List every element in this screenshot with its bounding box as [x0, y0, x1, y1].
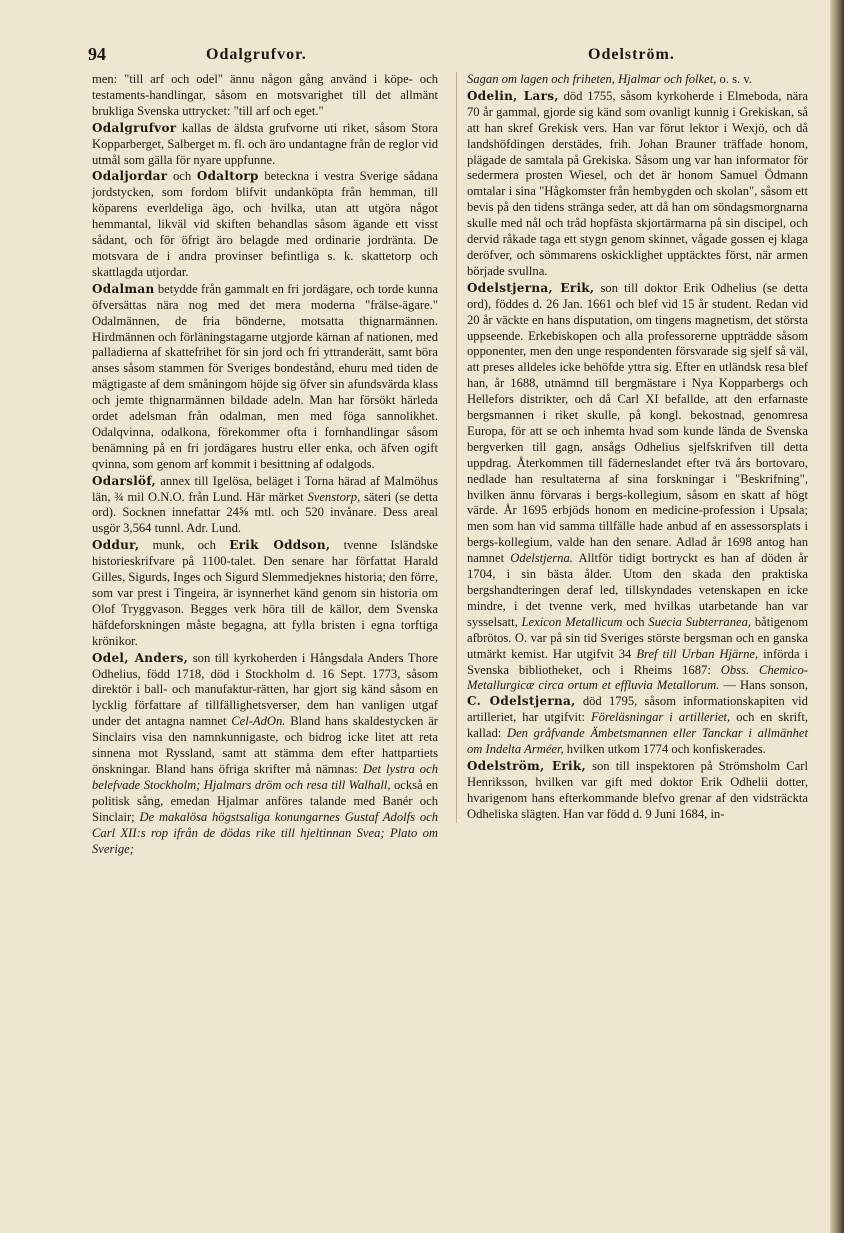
entry-paragraph — [92, 474, 438, 538]
right-running-head: Odelström. — [588, 46, 675, 63]
entry-text: kallas de äldsta grufvorne uti riket, såsom Stora Kopparberget, Salberget m. fl. och äro undantagne från de reglor vid utmål som gälla för nyare uppfunne. — [92, 120, 438, 167]
entry-text: död 1755, såsom kyrkoherde i Elmeboda, nära 70 år gammal, gjorde sig känd som ovanligt kunnig i Grekiskan, så att han skref Grekisk vers. Han var förut lektor i Wexjö, och då landshöfdingen derstädes, frih. Johan Brauner träffade honom, plägade de samtala på Grekiska. Såsom ung var han informator för sedermera prosten Wiesel, och det är honom Samuel Ödmann omtalar i sina "Hågkomster från hembygden och skolan", såsom ett bevis på den tidens stränga seder, att då han om söndagsmorgnarna skulle med nål och tråd hopfästa skjortärmarna på sin discipel, och dervid råkade taga ett stygn genom skinnet, vågade gossen ej klaga deröfver, och sömmarens oskicklighet upptäcktes först, när armen började svullna. — [467, 88, 808, 278]
entry-text: införda i Svenska bibliotheket, och i Rheims 1687: — [467, 646, 809, 677]
entry-headword: Odelstjerna, Erik, — [467, 280, 595, 295]
entry-text: säteri (se detta ord). Socknen innefattar 24⅝ mtl. och 520 invånare. Dess areal usgör 3,564 tunnl. Adr. Lund. — [92, 489, 438, 536]
entry-text: tvenne Isländske historieskrifvare på 1100-talet. Den senare har författat Harald Gilles, Sigurds, Inges och Sigurd Slemmedjeknes historia; den förre, som var prest i Tingeira, är isynnerhet känd genom sin historia om Olof Tryggvason. Begges verk höra till de källor, dem Svenska häfdeforskningen måste begagna, att fylla bristen i egna torftiga krönikor. — [92, 538, 438, 648]
entry-text: Alltför tidigt bortryckt es han af döden år 1704, i sin bästa ålder. Utom den skada den praktiska bergshandteringen deraf led, tillskyndades vetenskapen en icke mindre, i det tvenne verk, med hvilkas utarbetande han var sysselsatt, — [467, 551, 809, 629]
entry-headword: Odelström, Erik, — [467, 758, 586, 773]
entry-headword: C. Odelstjerna, — [467, 694, 576, 709]
entry-headword: Odel, Anders, — [92, 650, 189, 665]
italic-title: Föreläsningar i artilleriet, — [590, 710, 731, 725]
italic-title: Cel-AdOn. — [231, 714, 286, 729]
entry-headword: Odalman — [92, 281, 155, 296]
entry-paragraph — [92, 651, 438, 858]
entry-text: — Hans sonson, — [719, 678, 808, 693]
italic-title: Det lystra och belefvade Stockholm; Hjalmars dröm och resa till Walhall, — [92, 761, 438, 792]
page-number: 94 — [88, 44, 106, 64]
italic-title: Den gråfvande Ämbetsmannen eller Tanckar i allmänhet om Indelta Arméer, — [467, 726, 808, 757]
entry-headword: Odarslöf, — [92, 473, 157, 488]
entry-text: betydde från gammalt en fri jordägare, och torde kunna öfversättas nära nog med det mera moderna "frälse-ägare." Odalmännen, de fria bönderne, motsatta thignarmännen. Hirdmännen och förläningstagarne utgjorde kärnan af nationen, med palladierna af skattefrihet för sin jord och fri yttranderätt, samt böra anses såsom stammen för Sveriges bondestånd, ehuru med tiden de mägtigaste af dem småningom höjde sig öfver sin afundsvärda klass och jemte thignarmännen bildade adeln. Man har försökt härleda ordet adelsman från odalman, men med föga sannolikhet. Odalqvinna, odalkona, förekommer ofta i fornhandlingar såsom benämning på en fri jordägares hustru eller enka, och äfven ogift qvinna, som genom arf kommit i besittning af odalgods. — [92, 281, 438, 471]
page-header — [88, 44, 808, 70]
entry-paragraph — [467, 89, 808, 280]
italic-title: Odelstjerna. — [510, 551, 573, 566]
left-running-head: Odalgrufvor. — [206, 46, 307, 63]
entry-text: båtigenom afbrötos. O. var på sin tid Sveriges störste bergsman och en ganska utmärkt kemist. Har utgifvit 34 — [467, 614, 809, 661]
right-column — [456, 72, 808, 823]
entry-paragraph — [92, 282, 438, 473]
entry-text: Bland hans skaldestycken är Sinclairs visa den namnkunnigaste, och bidrog icke litet att reta sinnena mot Ryssland, samt att stämma dem efter hattpartiets önskningar. Bland hans öfriga skrifter må nämnas: — [92, 714, 438, 776]
entry-text: beteckna i vestra Sverige sådana jordstycken, som fordom blifvit undanköpta från hemman, till köparens everldeliga ägo, och hvilka, utan att utgöra något hemmantal, likväl vid skiften behandlas såsom ägande ett visst sådant, och för öfrigt äro belagde med ordinarie jordränta. De motsvara de i andra provinser befintliga s. k. skattetorp och skattlagda utjordar. — [92, 169, 439, 279]
entry-headword: Odalgrufvor — [92, 120, 177, 135]
entry-headword: Odelin, Lars, — [467, 88, 559, 103]
entry-headword: Odaljordar — [92, 169, 168, 184]
entry-paragraph — [92, 121, 438, 169]
italic-title: Bref till Urban Hjärne, — [636, 646, 759, 661]
entry-text: hvilken utkom 1774 och konfiskerades. — [563, 742, 766, 757]
entry-text: men: "till arf och odel" ännu någon gång använd i köpe- och testaments-handlingar, såsom en motsvarighet till det allmänt brukliga Svenska uttrycket: "till arf och eget." — [92, 72, 438, 118]
italic-title: Obss. Chemico-Metallurgicæ circa ortum et effluvia Metallorum. — [467, 662, 809, 693]
entry-text: död 1795, såsom informationskapiten vid artilleriet, har utgifvit: — [467, 694, 808, 725]
italic-title: Lexicon Metallicum — [521, 614, 623, 629]
entry-text: och — [622, 614, 649, 629]
entry-text: och en skrift, kallad: — [467, 710, 809, 741]
entry-text: son till kyrkoherden i Hångsdala Anders Thore Odhelius, född 1718, död i Stockholm d. 16 Sept. 1773, såsom direktör i ball- och manufaktur-rätten, har gjort sig känd såsom en lycklig författare af tillfällighetsverser, dem han vanligen utgaf under det antagna namnet — [92, 650, 439, 729]
entry-headword: Oddur, — [92, 538, 140, 553]
italic-title: Svenstorp, — [307, 489, 361, 504]
entry-text: munk, och — [139, 538, 230, 553]
left-column — [92, 72, 438, 857]
entry-paragraph — [467, 759, 808, 823]
italic-title: Suecia Subterranea, — [648, 614, 752, 629]
page-edge-shadow — [830, 0, 844, 1233]
italic-title: Sagan om lagen och friheten, Hjalmar och folket, — [467, 72, 717, 86]
entry-text: son till inspektoren på Strömsholm Carl Henriksson, hvilken var gift med doktor Erik Odhelii dotter, hvarigenom hans efterkommande blefvo grenar af den vidsträckta Odheliska slägten. Han var född d. 9 Juni 1684, in- — [467, 758, 808, 821]
entry-text: annex till Igelösa, beläget i Torna härad af Malmöhus län, ¾ mil O.N.O. från Lund. Här märket — [92, 473, 438, 504]
entry-paragraph — [92, 169, 438, 280]
entry-headword: Odaltorp — [196, 169, 259, 184]
entry-paragraph — [92, 538, 438, 649]
entry-paragraph — [92, 72, 438, 120]
entry-paragraph — [467, 72, 808, 88]
entry-headword: Erik Oddson, — [229, 538, 331, 553]
italic-title: De makalösa högstsaliga konungarnes Gustaf Adolfs och Carl XII:s rop ifrån de dödas rike till hjeltinnan Svea; Plato om Sverige; — [92, 809, 439, 856]
entry-text: också en politisk sång, emedan Hjalmar anföres talande med Banér och Sinclair; — [92, 777, 439, 824]
entry-text: o. s. v. — [716, 72, 752, 86]
entry-paragraph — [467, 281, 808, 758]
entry-text: och — [167, 169, 197, 184]
entry-text: son till doktor Erik Odhelius (se detta ord), föddes d. 26 Jan. 1661 och blef vid 15 år student. Redan vid 20 år väckte en hans disputation, om tingens magnetism, det största uppseende. Erkebiskopen och alla professorerne uppträdde såsom opponenter, men den unge respondenten försvarade sig sjelf så väl, att preses alldeles icke behöfde yttra sig. Efter en utländsk resa blef han, år 1688, utnämnd till bergmästare i Nya Kopparbergs och Hellefors distrikter, och då Carl XI befallde, att den erfarnaste bergsmannen i riket skulle, på kongl. bekostnad, genomresa Europa, för att se och inhemta hvad som kunde lända de Svenska bergverken till gagn, ansågs Odhelius sjelfskrifven till detta uppdrag. Återkommen till fäderneslandet efter tvä års bortovaro, nedlade han resultaterna af sina forskningar i "Beskrifning", hvilken ännu förvaras i bergs-kollegium, såsom en skatt af högt värde. År 1695 erbjöds honom en medicine-profession i Upsala; men som han vid samma tillfälle hade anbud af en assessorsplats i bergs-kollegium, valde han den senare. Adlad år 1698 antog han namnet — [467, 280, 808, 566]
